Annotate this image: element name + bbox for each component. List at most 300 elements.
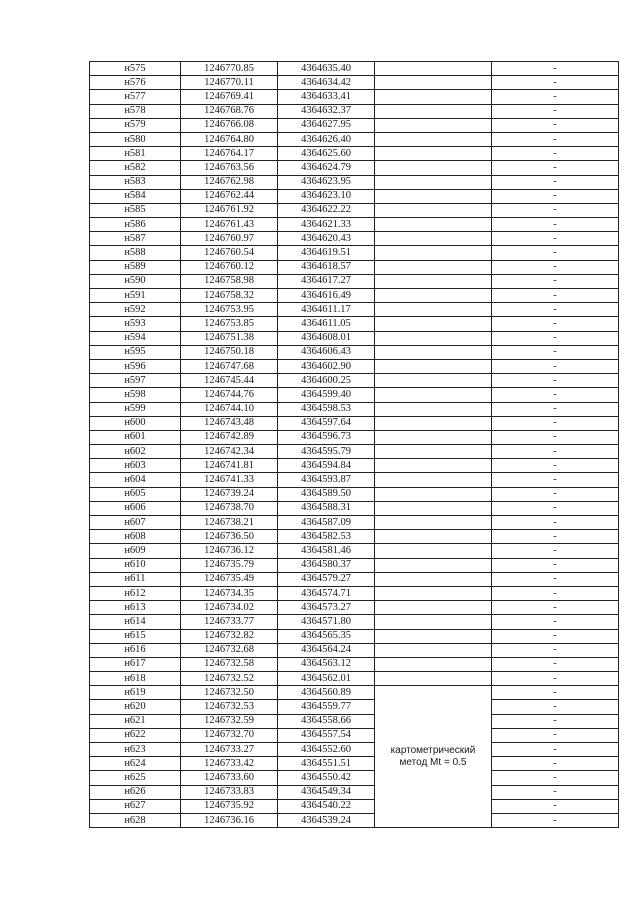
point-name-cell: н577: [90, 90, 181, 104]
dash-cell: -: [492, 714, 619, 728]
table-row: [90, 274, 619, 288]
table-row: [90, 345, 619, 359]
x-coordinate-cell: 1246770.11: [181, 76, 278, 90]
dash-cell: -: [492, 700, 619, 714]
method-empty-cell: [375, 175, 492, 189]
dash-cell: -: [492, 657, 619, 671]
dash-cell: -: [492, 785, 619, 799]
dash-cell: -: [492, 615, 619, 629]
x-coordinate-cell: 1246736.16: [181, 813, 278, 827]
method-empty-cell: [375, 260, 492, 274]
y-coordinate-cell: 4364617.27: [278, 274, 375, 288]
x-coordinate-cell: 1246735.79: [181, 558, 278, 572]
x-coordinate-cell: 1246761.92: [181, 203, 278, 217]
y-coordinate-cell: 4364552.60: [278, 743, 375, 757]
method-empty-cell: [375, 416, 492, 430]
dash-cell: -: [492, 544, 619, 558]
dash-cell: -: [492, 743, 619, 757]
y-coordinate-cell: 4364557.54: [278, 728, 375, 742]
point-name-cell: н619: [90, 686, 181, 700]
table-row: [90, 657, 619, 671]
point-name-cell: н591: [90, 289, 181, 303]
method-empty-cell: [375, 232, 492, 246]
method-empty-cell: [375, 118, 492, 132]
dash-cell: -: [492, 203, 619, 217]
dash-cell: -: [492, 530, 619, 544]
method-empty-cell: [375, 586, 492, 600]
table-row: [90, 246, 619, 260]
point-name-cell: н597: [90, 374, 181, 388]
table-row: [90, 714, 619, 728]
table-row: [90, 303, 619, 317]
x-coordinate-cell: 1246733.60: [181, 771, 278, 785]
x-coordinate-cell: 1246766.08: [181, 118, 278, 132]
dash-cell: -: [492, 161, 619, 175]
dash-cell: -: [492, 586, 619, 600]
x-coordinate-cell: 1246751.38: [181, 331, 278, 345]
dash-cell: -: [492, 516, 619, 530]
y-coordinate-cell: 4364587.09: [278, 516, 375, 530]
point-name-cell: н623: [90, 743, 181, 757]
method-empty-cell: [375, 374, 492, 388]
point-name-cell: н582: [90, 161, 181, 175]
table-row: [90, 459, 619, 473]
y-coordinate-cell: 4364580.37: [278, 558, 375, 572]
table-row: [90, 175, 619, 189]
dash-cell: -: [492, 416, 619, 430]
method-empty-cell: [375, 189, 492, 203]
dash-cell: -: [492, 303, 619, 317]
x-coordinate-cell: 1246732.82: [181, 629, 278, 643]
dash-cell: -: [492, 104, 619, 118]
dash-cell: -: [492, 118, 619, 132]
point-name-cell: н613: [90, 601, 181, 615]
y-coordinate-cell: 4364595.79: [278, 445, 375, 459]
y-coordinate-cell: 4364551.51: [278, 757, 375, 771]
point-name-cell: н578: [90, 104, 181, 118]
method-empty-cell: [375, 558, 492, 572]
y-coordinate-cell: 4364626.40: [278, 132, 375, 146]
dash-cell: -: [492, 601, 619, 615]
method-empty-cell: [375, 615, 492, 629]
point-name-cell: н590: [90, 274, 181, 288]
y-coordinate-cell: 4364588.31: [278, 501, 375, 515]
x-coordinate-cell: 1246732.52: [181, 672, 278, 686]
method-empty-cell: [375, 218, 492, 232]
table-row: [90, 757, 619, 771]
y-coordinate-cell: 4364539.24: [278, 813, 375, 827]
point-name-cell: н588: [90, 246, 181, 260]
dash-cell: -: [492, 175, 619, 189]
x-coordinate-cell: 1246745.44: [181, 374, 278, 388]
point-name-cell: н585: [90, 203, 181, 217]
method-empty-cell: [375, 90, 492, 104]
table-row: [90, 76, 619, 90]
dash-cell: -: [492, 218, 619, 232]
table-row: [90, 629, 619, 643]
method-empty-cell: [375, 345, 492, 359]
method-empty-cell: [375, 402, 492, 416]
x-coordinate-cell: 1246742.89: [181, 430, 278, 444]
x-coordinate-cell: 1246741.33: [181, 473, 278, 487]
table-row: [90, 785, 619, 799]
method-empty-cell: [375, 132, 492, 146]
method-empty-cell: [375, 572, 492, 586]
dash-cell: -: [492, 813, 619, 827]
x-coordinate-cell: 1246734.35: [181, 586, 278, 600]
coordinates-table: [89, 61, 619, 828]
y-coordinate-cell: 4364558.66: [278, 714, 375, 728]
table-row: [90, 260, 619, 274]
x-coordinate-cell: 1246763.56: [181, 161, 278, 175]
dash-cell: -: [492, 459, 619, 473]
x-coordinate-cell: 1246738.70: [181, 501, 278, 515]
point-name-cell: н581: [90, 147, 181, 161]
x-coordinate-cell: 1246736.12: [181, 544, 278, 558]
dash-cell: -: [492, 359, 619, 373]
y-coordinate-cell: 4364625.60: [278, 147, 375, 161]
dash-cell: -: [492, 728, 619, 742]
x-coordinate-cell: 1246761.43: [181, 218, 278, 232]
x-coordinate-cell: 1246733.83: [181, 785, 278, 799]
table-row: [90, 572, 619, 586]
y-coordinate-cell: 4364559.77: [278, 700, 375, 714]
x-coordinate-cell: 1246750.18: [181, 345, 278, 359]
point-name-cell: н584: [90, 189, 181, 203]
method-empty-cell: [375, 289, 492, 303]
y-coordinate-cell: 4364582.53: [278, 530, 375, 544]
point-name-cell: н609: [90, 544, 181, 558]
point-name-cell: н580: [90, 132, 181, 146]
dash-cell: -: [492, 62, 619, 76]
x-coordinate-cell: 1246734.02: [181, 601, 278, 615]
point-name-cell: н616: [90, 643, 181, 657]
y-coordinate-cell: 4364633.41: [278, 90, 375, 104]
table-row: [90, 132, 619, 146]
method-empty-cell: [375, 147, 492, 161]
method-empty-cell: [375, 530, 492, 544]
dash-cell: -: [492, 558, 619, 572]
y-coordinate-cell: 4364616.49: [278, 289, 375, 303]
x-coordinate-cell: 1246733.77: [181, 615, 278, 629]
table-row: [90, 203, 619, 217]
y-coordinate-cell: 4364565.35: [278, 629, 375, 643]
table-row: [90, 544, 619, 558]
table-row: [90, 374, 619, 388]
table-row: [90, 530, 619, 544]
table-row: [90, 473, 619, 487]
point-name-cell: н624: [90, 757, 181, 771]
x-coordinate-cell: 1246732.59: [181, 714, 278, 728]
table-row: [90, 317, 619, 331]
method-empty-cell: [375, 274, 492, 288]
point-name-cell: н587: [90, 232, 181, 246]
table-row: [90, 728, 619, 742]
point-name-cell: н610: [90, 558, 181, 572]
method-empty-cell: [375, 657, 492, 671]
table-row: [90, 104, 619, 118]
dash-cell: -: [492, 274, 619, 288]
y-coordinate-cell: 4364622.22: [278, 203, 375, 217]
table-row: [90, 643, 619, 657]
y-coordinate-cell: 4364611.17: [278, 303, 375, 317]
point-name-cell: н617: [90, 657, 181, 671]
method-empty-cell: [375, 643, 492, 657]
y-coordinate-cell: 4364623.95: [278, 175, 375, 189]
y-coordinate-cell: 4364579.27: [278, 572, 375, 586]
point-name-cell: н594: [90, 331, 181, 345]
dash-cell: -: [492, 473, 619, 487]
x-coordinate-cell: 1246732.58: [181, 657, 278, 671]
dash-cell: -: [492, 260, 619, 274]
method-empty-cell: [375, 516, 492, 530]
table-row: [90, 601, 619, 615]
table-row: [90, 147, 619, 161]
point-name-cell: н625: [90, 771, 181, 785]
dash-cell: -: [492, 501, 619, 515]
point-name-cell: н621: [90, 714, 181, 728]
y-coordinate-cell: 4364581.46: [278, 544, 375, 558]
dash-cell: -: [492, 771, 619, 785]
point-name-cell: н605: [90, 487, 181, 501]
dash-cell: -: [492, 430, 619, 444]
y-coordinate-cell: 4364571.80: [278, 615, 375, 629]
table-row: [90, 700, 619, 714]
x-coordinate-cell: 1246753.85: [181, 317, 278, 331]
point-name-cell: н586: [90, 218, 181, 232]
y-coordinate-cell: 4364623.10: [278, 189, 375, 203]
x-coordinate-cell: 1246747.68: [181, 359, 278, 373]
point-name-cell: н592: [90, 303, 181, 317]
x-coordinate-cell: 1246762.44: [181, 189, 278, 203]
point-name-cell: н606: [90, 501, 181, 515]
method-empty-cell: [375, 430, 492, 444]
x-coordinate-cell: 1246735.49: [181, 572, 278, 586]
point-name-cell: н615: [90, 629, 181, 643]
dash-cell: -: [492, 132, 619, 146]
x-coordinate-cell: 1246744.76: [181, 388, 278, 402]
method-empty-cell: [375, 601, 492, 615]
method-empty-cell: [375, 317, 492, 331]
table-row: [90, 487, 619, 501]
y-coordinate-cell: 4364564.24: [278, 643, 375, 657]
dash-cell: -: [492, 757, 619, 771]
x-coordinate-cell: 1246764.80: [181, 132, 278, 146]
x-coordinate-cell: 1246732.53: [181, 700, 278, 714]
method-empty-cell: [375, 246, 492, 260]
dash-cell: -: [492, 572, 619, 586]
method-empty-cell: [375, 203, 492, 217]
y-coordinate-cell: 4364589.50: [278, 487, 375, 501]
dash-cell: -: [492, 799, 619, 813]
table-row: [90, 189, 619, 203]
dash-cell: -: [492, 90, 619, 104]
point-name-cell: н583: [90, 175, 181, 189]
point-name-cell: н604: [90, 473, 181, 487]
x-coordinate-cell: 1246738.21: [181, 516, 278, 530]
y-coordinate-cell: 4364611.05: [278, 317, 375, 331]
method-empty-cell: [375, 359, 492, 373]
point-name-cell: н612: [90, 586, 181, 600]
dash-cell: -: [492, 374, 619, 388]
x-coordinate-cell: 1246733.42: [181, 757, 278, 771]
table-row: [90, 615, 619, 629]
x-coordinate-cell: 1246760.54: [181, 246, 278, 260]
table-row: [90, 516, 619, 530]
y-coordinate-cell: 4364550.42: [278, 771, 375, 785]
dash-cell: -: [492, 402, 619, 416]
table-row: [90, 388, 619, 402]
table-row: [90, 558, 619, 572]
table-row: [90, 289, 619, 303]
point-name-cell: н608: [90, 530, 181, 544]
dash-cell: -: [492, 345, 619, 359]
y-coordinate-cell: 4364608.01: [278, 331, 375, 345]
y-coordinate-cell: 4364599.40: [278, 388, 375, 402]
table-row: [90, 161, 619, 175]
dash-cell: -: [492, 686, 619, 700]
y-coordinate-cell: 4364574.71: [278, 586, 375, 600]
y-coordinate-cell: 4364624.79: [278, 161, 375, 175]
table-row: [90, 118, 619, 132]
method-empty-cell: [375, 161, 492, 175]
method-empty-cell: [375, 104, 492, 118]
method-empty-cell: [375, 487, 492, 501]
point-name-cell: н579: [90, 118, 181, 132]
x-coordinate-cell: 1246742.34: [181, 445, 278, 459]
table-row: [90, 402, 619, 416]
y-coordinate-cell: 4364602.90: [278, 359, 375, 373]
table-row: [90, 686, 619, 700]
table-row: [90, 232, 619, 246]
method-empty-cell: [375, 331, 492, 345]
method-line-1: картометрический: [390, 744, 476, 756]
x-coordinate-cell: 1246732.50: [181, 686, 278, 700]
point-name-cell: н575: [90, 62, 181, 76]
point-name-cell: н607: [90, 516, 181, 530]
x-coordinate-cell: 1246733.27: [181, 743, 278, 757]
x-coordinate-cell: 1246744.10: [181, 402, 278, 416]
x-coordinate-cell: 1246735.92: [181, 799, 278, 813]
point-name-cell: н602: [90, 445, 181, 459]
method-empty-cell: [375, 303, 492, 317]
method-line-2: метод Mt = 0.5: [399, 756, 467, 768]
table-row: [90, 430, 619, 444]
point-name-cell: н620: [90, 700, 181, 714]
point-name-cell: н576: [90, 76, 181, 90]
y-coordinate-cell: 4364619.51: [278, 246, 375, 260]
table-row: [90, 331, 619, 345]
x-coordinate-cell: 1246764.17: [181, 147, 278, 161]
method-empty-cell: [375, 459, 492, 473]
y-coordinate-cell: 4364563.12: [278, 657, 375, 671]
dash-cell: -: [492, 643, 619, 657]
dash-cell: -: [492, 246, 619, 260]
y-coordinate-cell: 4364573.27: [278, 601, 375, 615]
x-coordinate-cell: 1246762.98: [181, 175, 278, 189]
y-coordinate-cell: 4364634.42: [278, 76, 375, 90]
table-row: [90, 771, 619, 785]
dash-cell: -: [492, 331, 619, 345]
point-name-cell: н603: [90, 459, 181, 473]
dash-cell: -: [492, 629, 619, 643]
point-name-cell: н626: [90, 785, 181, 799]
method-empty-cell: [375, 388, 492, 402]
method-empty-cell: [375, 473, 492, 487]
y-coordinate-cell: 4364560.89: [278, 686, 375, 700]
point-name-cell: н596: [90, 359, 181, 373]
y-coordinate-cell: 4364627.95: [278, 118, 375, 132]
method-empty-cell: [375, 544, 492, 558]
x-coordinate-cell: 1246758.32: [181, 289, 278, 303]
table-row: [90, 416, 619, 430]
point-name-cell: н618: [90, 672, 181, 686]
x-coordinate-cell: 1246758.98: [181, 274, 278, 288]
x-coordinate-cell: 1246739.24: [181, 487, 278, 501]
table-row: [90, 501, 619, 515]
x-coordinate-cell: 1246743.48: [181, 416, 278, 430]
x-coordinate-cell: 1246768.76: [181, 104, 278, 118]
point-name-cell: н595: [90, 345, 181, 359]
dash-cell: -: [492, 189, 619, 203]
y-coordinate-cell: 4364600.25: [278, 374, 375, 388]
y-coordinate-cell: 4364596.73: [278, 430, 375, 444]
point-name-cell: н627: [90, 799, 181, 813]
table-row: [90, 672, 619, 686]
table-row: [90, 62, 619, 76]
point-name-cell: н599: [90, 402, 181, 416]
dash-cell: -: [492, 388, 619, 402]
method-empty-cell: [375, 445, 492, 459]
y-coordinate-cell: 4364618.57: [278, 260, 375, 274]
table-row: [90, 359, 619, 373]
y-coordinate-cell: 4364549.34: [278, 785, 375, 799]
x-coordinate-cell: 1246770.85: [181, 62, 278, 76]
x-coordinate-cell: 1246760.97: [181, 232, 278, 246]
x-coordinate-cell: 1246732.68: [181, 643, 278, 657]
point-name-cell: н600: [90, 416, 181, 430]
method-empty-cell: [375, 501, 492, 515]
x-coordinate-cell: 1246760.12: [181, 260, 278, 274]
y-coordinate-cell: 4364594.84: [278, 459, 375, 473]
point-name-cell: н614: [90, 615, 181, 629]
table-row: [90, 218, 619, 232]
method-empty-cell: [375, 76, 492, 90]
y-coordinate-cell: 4364620.43: [278, 232, 375, 246]
point-name-cell: н601: [90, 430, 181, 444]
table-body: [90, 62, 619, 828]
dash-cell: -: [492, 317, 619, 331]
y-coordinate-cell: 4364632.37: [278, 104, 375, 118]
table-row: [90, 799, 619, 813]
y-coordinate-cell: 4364635.40: [278, 62, 375, 76]
point-name-cell: н611: [90, 572, 181, 586]
y-coordinate-cell: 4364593.87: [278, 473, 375, 487]
x-coordinate-cell: 1246769.41: [181, 90, 278, 104]
method-cell: [375, 686, 492, 828]
table-row: [90, 743, 619, 757]
point-name-cell: н593: [90, 317, 181, 331]
table-row: [90, 813, 619, 827]
y-coordinate-cell: 4364621.33: [278, 218, 375, 232]
dash-cell: -: [492, 76, 619, 90]
method-empty-cell: [375, 672, 492, 686]
method-empty-cell: [375, 62, 492, 76]
point-name-cell: н589: [90, 260, 181, 274]
point-name-cell: н598: [90, 388, 181, 402]
dash-cell: -: [492, 147, 619, 161]
x-coordinate-cell: 1246753.95: [181, 303, 278, 317]
